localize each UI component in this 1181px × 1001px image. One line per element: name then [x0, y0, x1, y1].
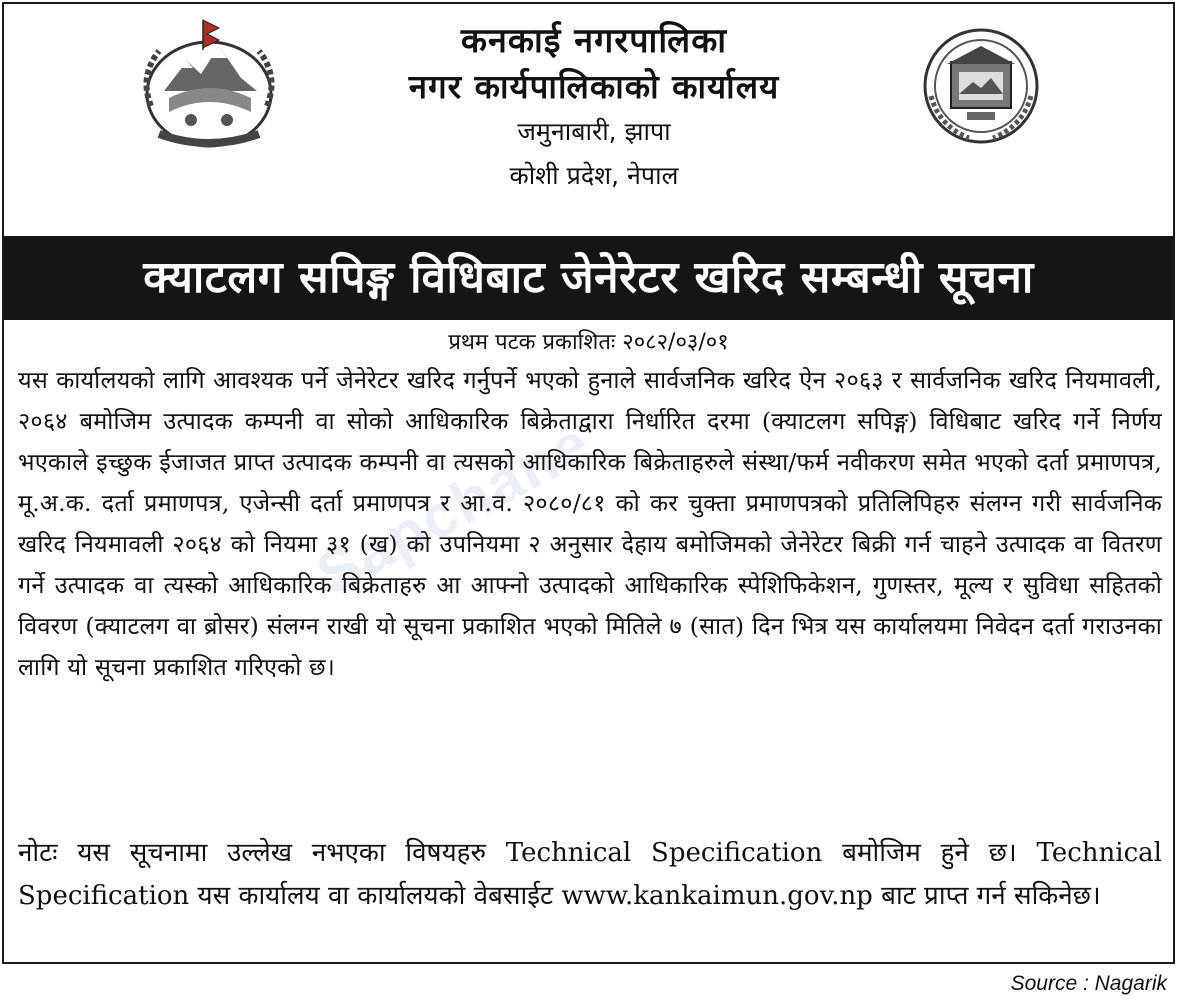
published-date: प्रथम पटक प्रकाशितः २०८२/०३/०१ — [448, 330, 729, 355]
organization-info — [294, 18, 894, 198]
notice-note: नोटः यस सूचनामा उल्लेख नभएका विषयहरु Technical Specification बमोजिम हुने छ। Technical Specification यस कार्यालय वा कार्यालयको वेबसाईट www.kankaimun.gov.np बाट प्राप्त गर्न सकिनेछ। — [18, 838, 1162, 911]
address-line-2: कोशी प्रदेश, नेपाल — [509, 161, 679, 190]
notice-header — [4, 4, 1173, 236]
nepal-government-emblem-icon — [129, 16, 289, 156]
office-name: नगर कार्यपालिकाको कार्यालय — [408, 67, 780, 106]
watermark: Sapchane — [305, 408, 602, 609]
address-line-1: जमुनाबारी, झापा — [517, 117, 671, 146]
notice-title: क्याटलग सपिङ्ग विधिबाट जेनेरेटर खरिद सम्बन्धी सूचना — [4, 236, 1173, 320]
source-credit: Source : Nagarik — [1010, 972, 1167, 995]
municipality-name: कनकाई नगरपालिका — [460, 21, 728, 61]
notice-document — [2, 2, 1175, 964]
notice-body: यस कार्यालयको लागि आवश्यक पर्ने जेनेरेटर खरिद गर्नुपर्ने भएको हुनाले सार्वजनिक खरिद ऐन २०६३ र सार्वजनिक खरिद नियमावली, २०६४ बमोजिम उत्पादक कम्पनी वा सोको आधिकारिक बिक्रेताद्वारा निर्धारित दरमा (क्याटलग सपिङ्ग) विधिबाट खरिद गर्ने निर्णय भएकाले इच्छुक ईजाजत प्राप्त उत्पादक कम्पनी वा त्यसको आधिकारिक बिक्रेताहरुले संस्था/फर्म नवीकरण समेत भएको दर्ता प्रमाणपत्र, मू.अ.क. दर्ता प्रमाणपत्र, एजेन्सी दर्ता प्रमाणपत्र र आ.व. २०८०/८१ को कर चुक्ता प्रमाणपत्रको प्रतिलिपिहरु संलग्न गरी सार्वजनिक खरिद नियमावली २०६४ को नियमा ३१ (ख) को उपनियमा २ अनुसार देहाय बमोजिमको जेनेरेटर बिक्री गर्न चाहने उत्पादक वा वितरण गर्ने उत्पादक वा त्यस्को आधिकारिक बिक्रेताहरु आ आफ्नो उत्पादको आधिकारिक स्पेशिफिकेशन, गुणस्तर, मूल्य र सुविधा सहितको विवरण (क्याटलग वा ब्रोसर) संलग्न राखी यो सूचना प्रकाशित भएको मितिले ७ (सात) दिन भित्र यस कार्यालयमा निवेदन दर्ता गराउनका लागि यो सूचना प्रकाशित गरिएको छ। — [18, 366, 1162, 681]
kankai-municipality-logo-icon — [921, 26, 1041, 146]
